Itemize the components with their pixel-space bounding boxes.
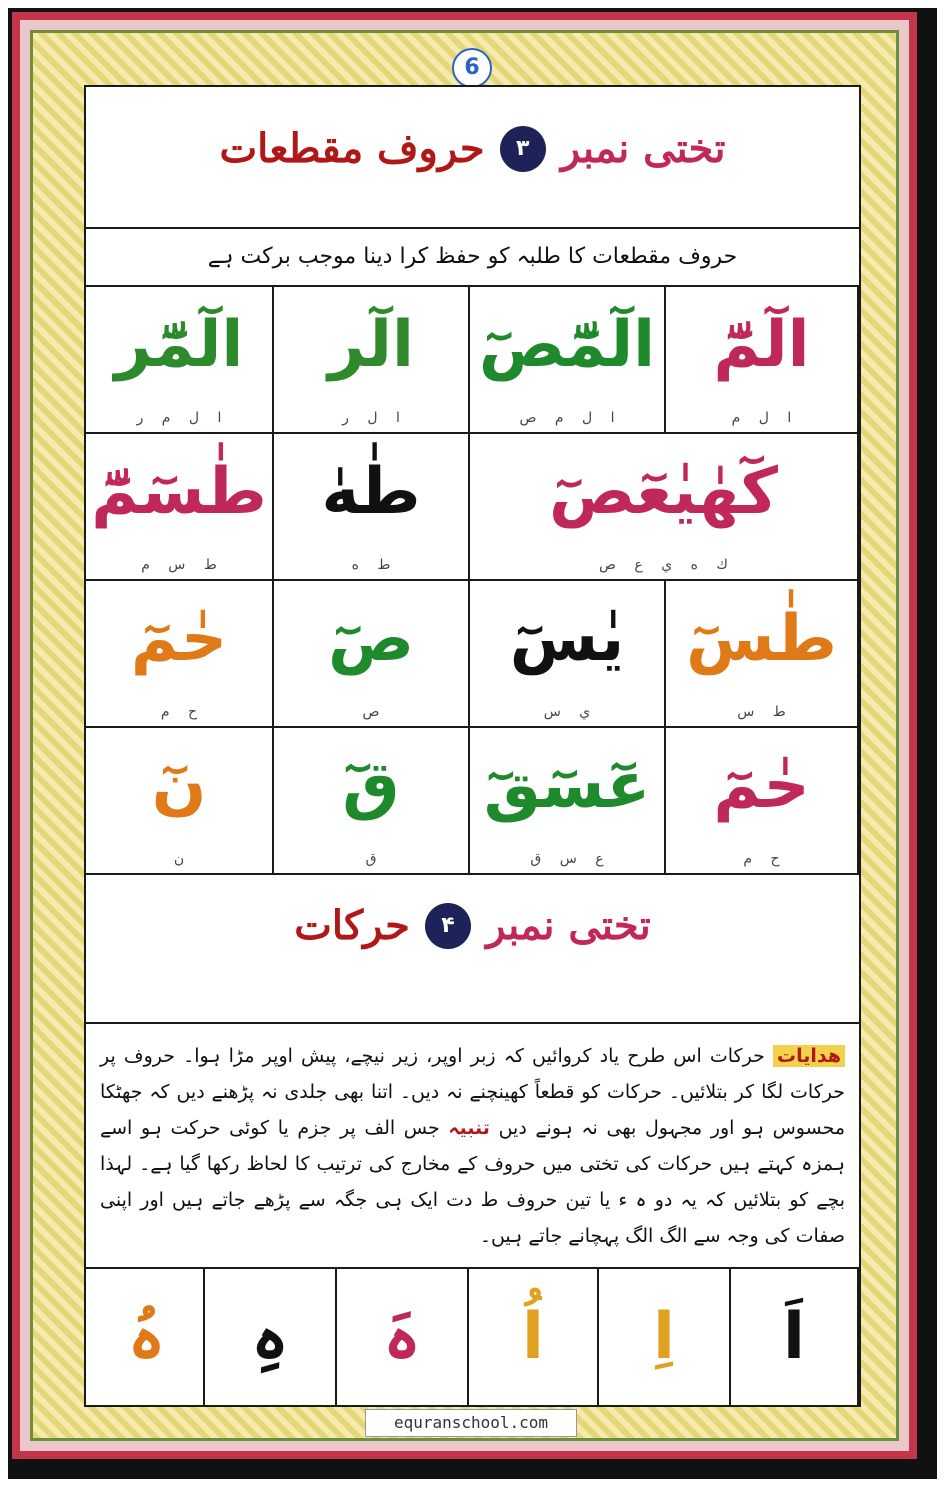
muqattaat-letters: ط س xyxy=(737,704,786,720)
page-number: 6 xyxy=(452,48,492,88)
muqattaat-glyph: حٰمٓ xyxy=(130,602,228,676)
harakat-cell: اِ xyxy=(599,1269,731,1405)
muqattaat-letters: ن xyxy=(173,851,185,867)
muqattaat-cell xyxy=(666,728,859,875)
muqattaat-glyph: كٓهٰيٰعٓصٓ xyxy=(548,455,779,529)
muqattaat-cell xyxy=(274,581,470,728)
section4-number-badge: ۴ xyxy=(425,903,471,949)
harakat-cell: اَ xyxy=(731,1269,859,1405)
instructions-label: ھدایات xyxy=(773,1045,845,1067)
harakat-cell: اُ xyxy=(469,1269,599,1405)
muqattaat-glyph: الٓمّٓصٓ xyxy=(478,308,656,382)
muqattaat-letters: ح م xyxy=(160,704,198,720)
muqattaat-glyph: صٓ xyxy=(327,602,415,676)
website-label: equranschool.com xyxy=(365,1409,577,1437)
muqattaat-cell xyxy=(274,287,470,434)
warning-text: جس الف پر جزم یا کوئی حرکت ہو اسے ہمزہ کہتے ہیں حرکات کی تختی میں حروف کے مخارج کی ترتیب کا لحاظ رکھا گیا ہے۔ لہذا بچے کو بتلائیں کہ یہ دو ہ ء یا تین حروف ط دت ایک ہی جگہ سے پڑھے جاتے ہیں اور اپنی صفات کی وجہ سے الگ الگ پہچانے جاتے ہیں۔ xyxy=(100,1117,845,1247)
muqattaat-cell xyxy=(274,728,470,875)
muqattaat-cell xyxy=(274,434,470,581)
muqattaat-cell xyxy=(470,728,666,875)
section3-prefix: تختی نمبر xyxy=(560,125,726,172)
muqattaat-letters: ي س xyxy=(543,704,591,720)
muqattaat-cell xyxy=(666,287,859,434)
muqattaat-glyph: الٓمّٓر xyxy=(114,308,244,382)
muqattaat-letters: ح م xyxy=(743,851,780,867)
muqattaat-letters: ع س ق xyxy=(530,851,604,867)
muqattaat-letters: ا ل م ر xyxy=(136,410,222,426)
muqattaat-grid xyxy=(86,287,859,875)
muqattaat-cell xyxy=(666,581,859,728)
muqattaat-cell xyxy=(470,434,859,581)
muqattaat-letters: ط ه xyxy=(351,557,391,573)
muqattaat-cell xyxy=(470,581,666,728)
muqattaat-cell xyxy=(86,581,274,728)
muqattaat-glyph: يٰسٓ xyxy=(509,602,625,676)
section3-title xyxy=(86,125,859,172)
muqattaat-cell xyxy=(86,434,274,581)
page-content xyxy=(84,85,861,1407)
muqattaat-letters: ط س م xyxy=(141,557,217,573)
harakat-cell: ہَ xyxy=(337,1269,469,1405)
muqattaat-letters: ا ل م ص xyxy=(519,410,615,426)
section4-title xyxy=(86,902,859,949)
muqattaat-letters: ق xyxy=(365,851,377,867)
muqattaat-glyph: الٓر xyxy=(328,308,414,382)
harakat-cell: ہِ xyxy=(205,1269,337,1405)
muqattaat-glyph: الٓمّٓ xyxy=(713,308,810,382)
muqattaat-letters: ك ه ي ع ص xyxy=(599,557,728,573)
muqattaat-cell xyxy=(86,728,274,875)
muqattaat-glyph: طٰسٓ xyxy=(686,602,837,676)
muqattaat-letters: ا ل م xyxy=(731,410,792,426)
muqattaat-glyph: طٰهٰ xyxy=(321,455,421,529)
muqattaat-letters: ص xyxy=(362,704,380,720)
section4-prefix: تختی نمبر xyxy=(486,902,651,949)
muqattaat-glyph: حٰمٓ xyxy=(713,749,810,823)
harakat-row xyxy=(86,1267,859,1405)
instructions-text: حرکات اس طرح یاد کروائیں کہ زبر اوپر، زیر نیچے، پیش اوپر مڑا ہوا۔ حروف پر حرکات لگا کر بتلائیں۔ حرکات کو قطعاً کھینچنے نہ دیں۔ اتنا بھی جلدی نہ پڑھنے دیں کہ جھٹکا محسوس ہو اور مجہول بھی نہ ہونے دیں xyxy=(100,1045,846,1139)
muqattaat-cell xyxy=(470,287,666,434)
section3-number-badge: ۳ xyxy=(500,126,546,172)
muqattaat-glyph: نٓ xyxy=(151,749,207,823)
warning-label: تنبیہ xyxy=(448,1117,490,1139)
section3-heading: حروف مقطعات xyxy=(219,125,485,172)
instructions-paragraph xyxy=(86,1022,859,1267)
muqattaat-glyph: طٰسٓمّٓ xyxy=(91,455,267,529)
section4-heading: حرکات xyxy=(294,902,410,949)
muqattaat-cell xyxy=(86,287,274,434)
muqattaat-letters: ا ل ر xyxy=(342,410,400,426)
harakat-cell: ہُ xyxy=(90,1269,205,1405)
muqattaat-glyph: قٓ xyxy=(342,749,400,823)
muqattaat-glyph: عٓسٓقٓ xyxy=(483,749,651,823)
muqattaat-note: حروف مقطعات کا طلبہ کو حفظ کرا دینا موجب برکت ہے xyxy=(86,227,859,287)
